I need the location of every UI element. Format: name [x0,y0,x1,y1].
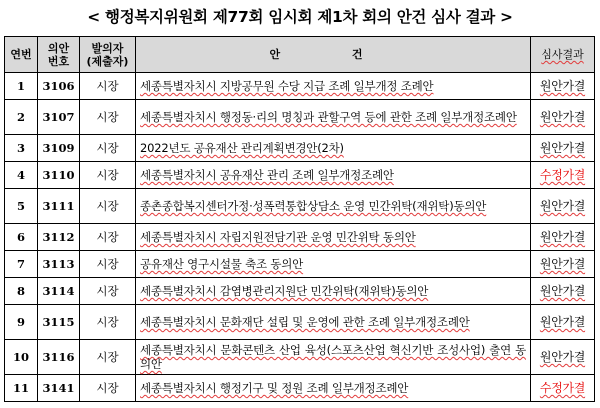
row-bill-no: 3109 [38,135,80,162]
row-submitter: 시장 [80,224,136,251]
result-status-label: 원안가결 [539,141,586,155]
result-status-label: 수정가결 [539,168,586,182]
row-result [531,305,595,340]
row-result [531,100,595,135]
row-result [531,375,595,402]
result-status-label: 원안가결 [539,230,586,244]
row-result [531,162,595,189]
table-row [5,251,595,278]
row-title [136,73,531,100]
bill-title-text: 세종특별자치시 행정동·리의 명칭과 관할구역 등에 관한 조례 일부개정조례안 [140,110,517,124]
row-seq: 2 [5,100,38,135]
row-bill-no: 3113 [38,251,80,278]
table-row [5,100,595,135]
result-status-label: 원안가결 [539,315,586,329]
result-status-label: 원안가결 [539,284,586,298]
header-seq: 연번 [5,37,38,73]
row-submitter: 시장 [80,135,136,162]
bill-title-text: 세종특별자치시 공유재산 관리 조례 일부개정조례안 [140,168,394,182]
bill-title-text: 세종특별자치시 지방공무원 수당 지급 조례 일부개정 조례안 [140,79,434,93]
row-seq: 4 [5,162,38,189]
bill-title-text: 세종특별자치시 감염병관리지원단 민간위탁(재위탁)동의안 [140,284,429,298]
row-title [136,340,531,375]
row-submitter: 시장 [80,73,136,100]
table-row [5,162,595,189]
row-seq: 6 [5,224,38,251]
result-status-label: 수정가결 [539,381,586,395]
row-submitter: 시장 [80,100,136,135]
row-seq: 3 [5,135,38,162]
row-seq: 7 [5,251,38,278]
table-header-row [5,37,595,73]
row-submitter: 시장 [80,305,136,340]
bill-title-text: 종촌종합복지센터가정·성폭력통합상담소 운영 민간위탁(재위탁)동의안 [140,199,487,213]
row-result [531,278,595,305]
row-result [531,189,595,224]
row-submitter: 시장 [80,375,136,402]
row-title [136,100,531,135]
bill-review-table [4,36,595,402]
row-bill-no: 3112 [38,224,80,251]
bill-title-text: 2022년도 공유재산 관리계획변경안(2차) [140,141,344,155]
row-bill-no: 3141 [38,375,80,402]
row-title [136,375,531,402]
row-title [136,135,531,162]
page-title: < 행정복지위원회 제77회 임시회 제1차 회의 안건 심사 결과 > [87,8,513,26]
header-result-label: 심사결과 [541,48,584,61]
header-submitter: 발의자 (제출자) [80,37,136,73]
row-result [531,224,595,251]
row-title [136,162,531,189]
table-row [5,340,595,375]
row-bill-no: 3110 [38,162,80,189]
row-title [136,305,531,340]
header-result [531,37,595,73]
row-bill-no: 3107 [38,100,80,135]
row-submitter: 시장 [80,340,136,375]
row-seq: 11 [5,375,38,402]
table-row [5,278,595,305]
row-bill-no: 3106 [38,73,80,100]
row-submitter: 시장 [80,162,136,189]
result-status-label: 원안가결 [539,79,586,93]
row-seq: 5 [5,189,38,224]
table-row [5,224,595,251]
header-bill-no: 의안 번호 [38,37,80,73]
row-seq: 1 [5,73,38,100]
row-title [136,251,531,278]
row-submitter: 시장 [80,251,136,278]
row-result [531,251,595,278]
row-result [531,135,595,162]
row-result [531,73,595,100]
table-row [5,135,595,162]
row-bill-no: 3116 [38,340,80,375]
row-bill-no: 3114 [38,278,80,305]
row-title [136,189,531,224]
bill-title-text: 세종특별자치시 자립지원전담기관 운영 민간위탁 동의안 [140,230,416,244]
bill-title-text: 공유재산 영구시설물 축조 동의안 [140,257,304,271]
result-status-label: 원안가결 [539,257,586,271]
table-row [5,375,595,402]
row-seq: 8 [5,278,38,305]
row-result [531,340,595,375]
bill-title-text: 세종특별자치시 문화재단 설립 및 운영에 관한 조례 일부개정조례안 [140,315,470,329]
row-bill-no: 3111 [38,189,80,224]
row-seq: 9 [5,305,38,340]
row-seq: 10 [5,340,38,375]
row-submitter: 시장 [80,189,136,224]
header-title-label: 안 건 [269,48,397,61]
table-row [5,305,595,340]
bill-title-text: 세종특별자치시 문화콘텐츠 산업 육성(스포츠산업 혁신기반 조성사업) 출연 동의안 [140,343,526,371]
row-submitter: 시장 [80,278,136,305]
result-status-label: 원안가결 [539,110,586,124]
result-status-label: 원안가결 [539,199,586,213]
table-row [5,73,595,100]
row-title [136,278,531,305]
result-status-label: 원안가결 [539,350,586,364]
row-title [136,224,531,251]
table-row [5,189,595,224]
bill-title-text: 세종특별자치시 행정기구 및 정원 조례 일부개정조례안 [140,381,409,395]
header-title [136,37,531,73]
row-bill-no: 3115 [38,305,80,340]
